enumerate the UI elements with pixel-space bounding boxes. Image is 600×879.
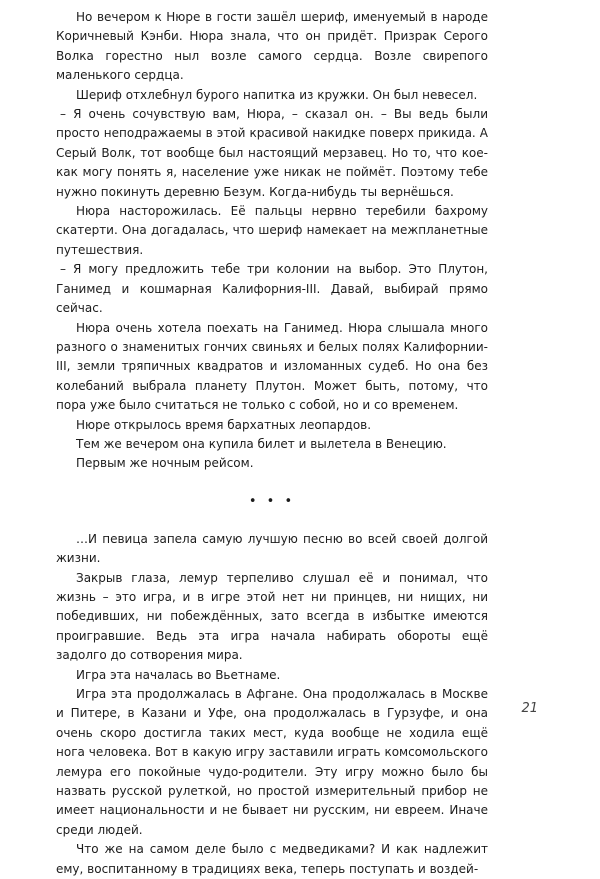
paragraph: …И певица запела самую лучшую песню во всей своей долгой жизни. xyxy=(56,531,488,566)
paragraph: Но вечером к Нюре в гости зашёл шериф, именуемый в народе Коричневый Кэнби. Нюра знала, что он придёт. Призрак Серого Волка горестно ныл возле самого сердца. Возле свирепого маленького сердца. xyxy=(56,10,488,83)
paragraph: Игра эта началась во Вьетнаме. xyxy=(76,667,281,682)
dialogue-paragraph: – Я очень сочувствую вам, Нюра, – сказал он. – Вы ведь были просто неподражаемы в этой красивой накидке поверх прикида. А Серый Волк, тот вообще был настоящий мерзавец. Но то, что кое-как могу понять я, население уже никак не поймёт. Поэтому тебе нужно покинуть деревню Безум. Когда-нибудь ты вернёшься. xyxy=(56,107,488,199)
paragraph: Нюре открылось время бархатных леопардов. xyxy=(76,417,372,432)
section-break: • • • xyxy=(248,493,296,509)
paragraph: Нюра насторожилась. Её пальцы нервно теребили бахрому скатерти. Она догадалась, что шериф намекает на межпланетные путешествия. xyxy=(56,204,488,257)
paragraph: Игра эта продолжалась в Афгане. Она продолжалась в Москве и Питере, в Казани и Уфе, она продолжалась в Гурзуфе, и она очень скоро достигла таких мест, куда вообще не ходила ещё нога человека. Вот в какую игру заставили играть комсомольского лемура его покойные чудо-родители. Эту игру можно было бы назвать русской рулеткой, но простой измерительный прибор не имеет национальности и не бывает ни русским, ни евреем. Иначе среди людей. xyxy=(56,687,488,837)
paragraph: Закрыв глаза, лемур терпеливо слушал её и понимал, что жизнь – это игра, и в игре этой нет ни принцев, ни нищих, ни победивших, ни побеждённых, зато всегда в избытке имеются проигравшие. Ведь эта игра начала набирать обороты ещё задолго до сотворения мира. xyxy=(56,570,488,663)
paragraph: Шериф отхлебнул бурого напитка из кружки. Он был невесел. xyxy=(76,87,478,102)
page-number: 21 xyxy=(521,701,538,716)
paragraph: Первым же ночным рейсом. xyxy=(76,456,254,471)
paragraph: Что же на самом деле было с медведиками? И как надлежит ему, воспитанному в традициях века, теперь поступать и воздей- xyxy=(56,842,488,876)
paragraph: Нюра очень хотела поехать на Ганимед. Нюра слышала много разного о знаменитых гончих свиньях и белых полях Калифорнии-III, земли тряпичных квадратов и изломанных судеб. Но она без колебаний выбрала планету Плутон. Может быть, потому, что пора уже было считаться не только с собой, но и со временем. xyxy=(56,320,488,413)
dialogue-paragraph: – Я могу предложить тебе три колонии на выбор. Это Плутон, Ганимед и кошмарная Калифорния-III. Давай, выбирай прямо сейчас. xyxy=(56,262,488,316)
book-page xyxy=(56,8,488,879)
paragraph: Тем же вечером она купила билет и вылетела в Венецию. xyxy=(76,436,447,451)
